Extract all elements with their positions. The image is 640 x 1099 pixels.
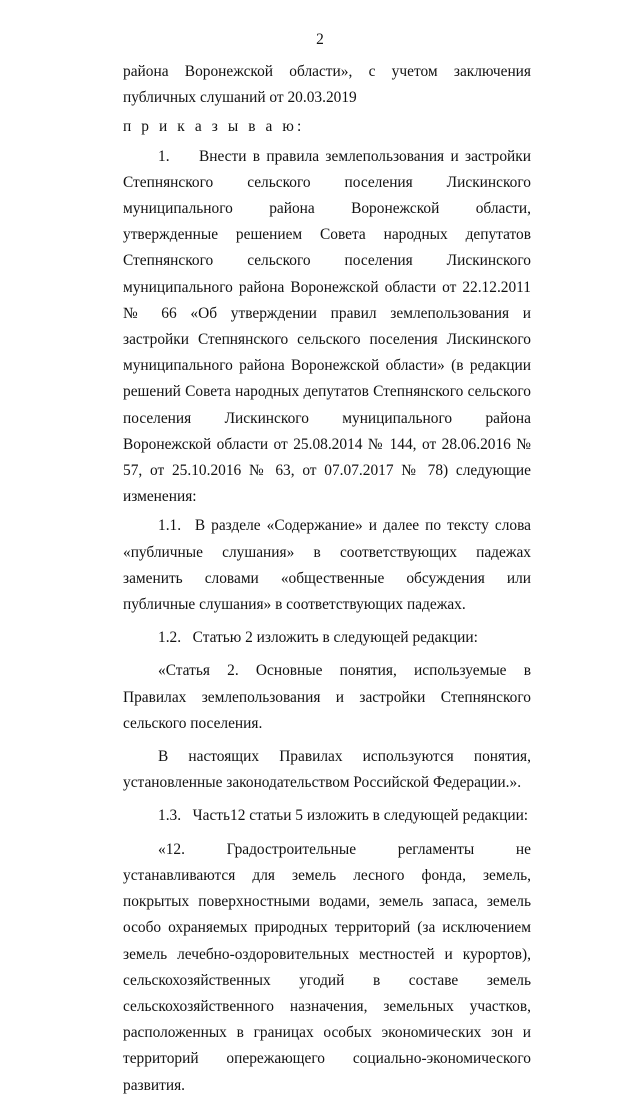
document-body <box>123 59 531 1099</box>
paragraph-item-1-2: 1.2. Статью 2 изложить в следующей редакции: <box>158 629 478 647</box>
page-number: 2 <box>316 31 324 48</box>
paragraph-item-1-1: 1.1. В разделе «Содержание» и далее по тексту слова «публичные слушания» в соответствующих падежах заменить словами «общественные обсуждения или публичные слушания» в соответствующих падежах. <box>123 517 531 614</box>
paragraph-article-2-body: В настоящих Правилах используются понятия, установленные законодательством Российской Федерации.». <box>123 748 531 792</box>
paragraph-item-1: 1. Внести в правила землепользования и застройки Степнянского сельского поселения Лискинского муниципального района Воронежской области, утвержденные решением Совета народных депутатов Степнянского сельского поселения Лискинского муниципального района Воронежской области от 22.12.2011 № 66 «Об утверждении правил землепользования и застройки Степнянского сельского поселения Лискинского муниципального района Воронежской области» (в редакции решений Совета народных депутатов Степнянского сельского поселения Лискинского муниципального района Воронежской области от 25.08.2014 № 144, от 28.06.2016 № 57, от 25.10.2016 № 63, от 07.07.2017 № 78) следующие изменения: <box>123 147 531 506</box>
paragraph-intro-continuation: района Воронежской области», с учетом заключения публичных слушаний от 20.03.2019 <box>123 63 531 107</box>
paragraph-order-word: п р и к а з ы в а ю: <box>123 118 305 136</box>
paragraph-part-12: «12. Градостроительные регламенты не устанавливаются для земель лесного фонда, земель, покрытых поверхностными водами, земель запаса, земель особо охраняемых природных территорий (за исключением земель лечебно-оздоровительных местностей и курортов), сельскохозяйственных угодий в составе земель сельскохозяйственного назначения, земельных участков, расположенных в границах особых экономических зон и территорий опережающего социально-экономического развития. <box>123 840 531 1094</box>
paragraph-article-2-title: «Статья 2. Основные понятия, используемые в Правилах землепользования и застройки Степнянского сельского поселения. <box>123 662 531 732</box>
paragraph-item-1-3: 1.3. Часть12 статьи 5 изложить в следующей редакции: <box>158 807 529 825</box>
